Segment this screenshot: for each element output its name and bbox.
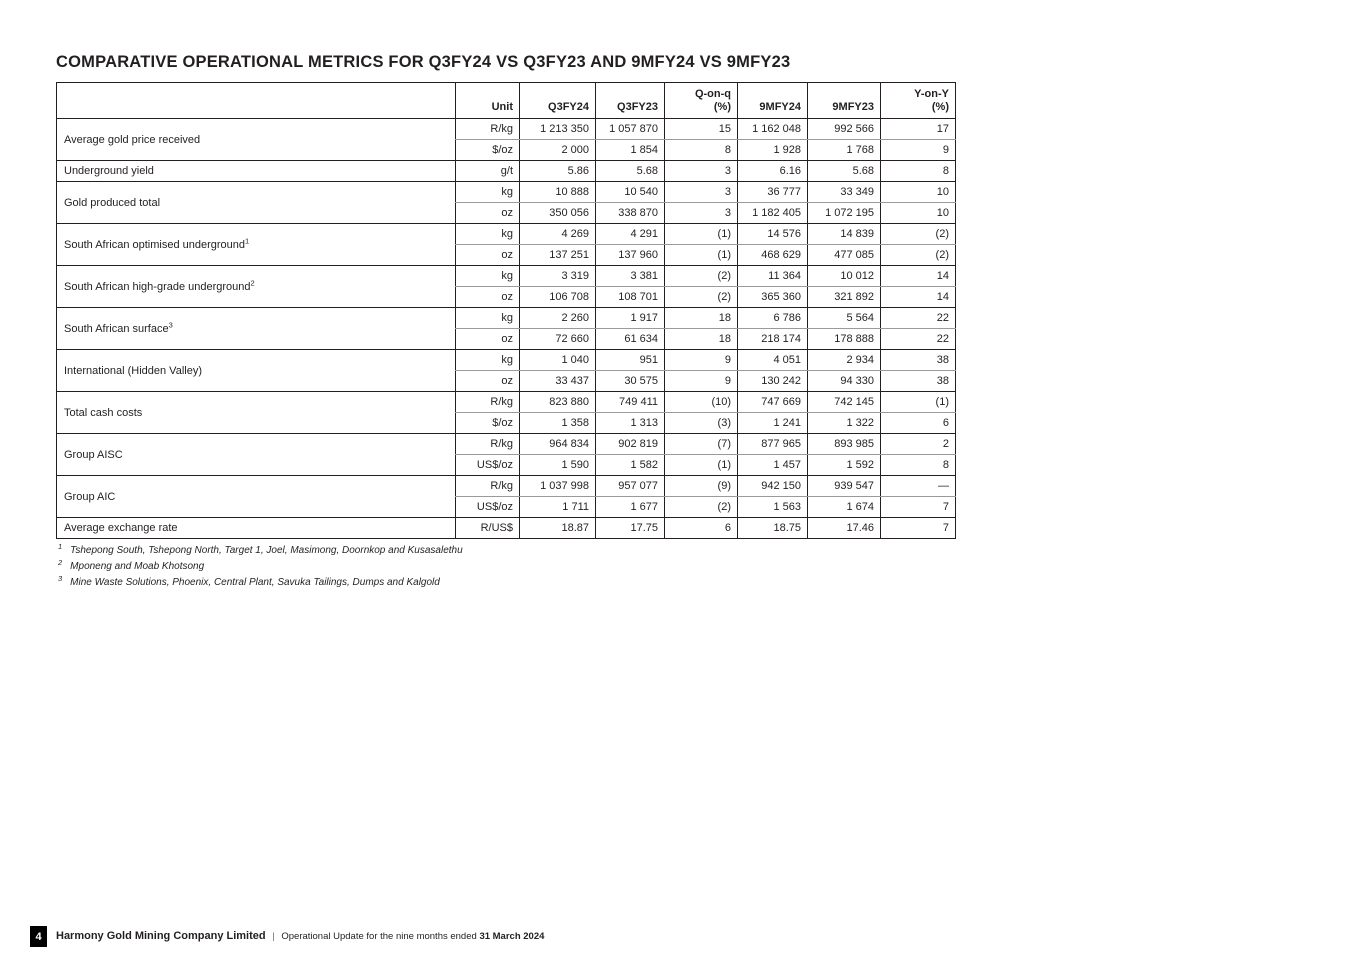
- value-cell: 10 888: [520, 182, 596, 203]
- value-cell: (1): [881, 392, 956, 413]
- metric-label: International (Hidden Valley): [57, 350, 456, 392]
- table-row: [57, 350, 956, 371]
- value-cell: 18.87: [520, 518, 596, 539]
- metric-label: South African high-grade underground$^2$: [57, 266, 456, 308]
- value-cell: 106 708: [520, 287, 596, 308]
- unit-cell: kg: [456, 350, 520, 371]
- value-cell: 7: [881, 497, 956, 518]
- footnote: [58, 573, 463, 588]
- value-cell: 5.68: [808, 161, 881, 182]
- value-cell: 5 564: [808, 308, 881, 329]
- value-cell: 902 819: [596, 434, 665, 455]
- value-cell: 14: [881, 287, 956, 308]
- value-cell: 1 072 195: [808, 203, 881, 224]
- metric-label: Group AISC: [57, 434, 456, 476]
- footer-separator: |: [272, 931, 275, 942]
- value-cell: 2 000: [520, 140, 596, 161]
- value-cell: 1 582: [596, 455, 665, 476]
- metric-label: South African surface$^3$: [57, 308, 456, 350]
- value-cell: 7: [881, 518, 956, 539]
- value-cell: 893 985: [808, 434, 881, 455]
- footnote-text: Mponeng and Moab Khotsong: [70, 561, 205, 572]
- value-cell: 942 150: [738, 476, 808, 497]
- value-cell: 2 934: [808, 350, 881, 371]
- page-footer: [0, 926, 1365, 948]
- value-cell: 468 629: [738, 245, 808, 266]
- value-cell: 951: [596, 350, 665, 371]
- metric-label: Underground yield: [57, 161, 456, 182]
- footnote-text: Mine Waste Solutions, Phoenix, Central Plant, Savuka Tailings, Dumps and Kalgold: [70, 577, 440, 588]
- value-cell: 747 669: [738, 392, 808, 413]
- value-cell: (2): [881, 224, 956, 245]
- unit-cell: R/kg: [456, 392, 520, 413]
- value-cell: 3 319: [520, 266, 596, 287]
- page-title: COMPARATIVE OPERATIONAL METRICS FOR Q3FY24 VS Q3FY23 AND 9MFY24 VS 9MFY23: [56, 53, 791, 71]
- footnotes: [58, 541, 463, 593]
- value-cell: 1 182 405: [738, 203, 808, 224]
- value-cell: 33 437: [520, 371, 596, 392]
- value-cell: 17: [881, 119, 956, 140]
- value-cell: 36 777: [738, 182, 808, 203]
- value-cell: 742 145: [808, 392, 881, 413]
- value-cell: 94 330: [808, 371, 881, 392]
- table-row: [57, 392, 956, 413]
- value-cell: 1 322: [808, 413, 881, 434]
- table-row: [57, 119, 956, 140]
- value-cell: 15: [665, 119, 738, 140]
- metrics-table: [56, 82, 956, 539]
- empty-header-cell: [57, 83, 456, 119]
- value-cell: 5.86: [520, 161, 596, 182]
- value-cell: (10): [665, 392, 738, 413]
- unit-cell: R/US$: [456, 518, 520, 539]
- value-cell: 1 037 998: [520, 476, 596, 497]
- unit-cell: kg: [456, 308, 520, 329]
- value-cell: 22: [881, 308, 956, 329]
- value-cell: 823 880: [520, 392, 596, 413]
- value-cell: 14: [881, 266, 956, 287]
- column-header-9mfy23: 9MFY23: [808, 83, 881, 119]
- value-cell: 10: [881, 203, 956, 224]
- value-cell: 14 839: [808, 224, 881, 245]
- unit-cell: oz: [456, 245, 520, 266]
- footnote-ref: 2: [250, 277, 255, 287]
- unit-cell: $/oz: [456, 413, 520, 434]
- value-cell: 964 834: [520, 434, 596, 455]
- unit-cell: kg: [456, 224, 520, 245]
- value-cell: 17.46: [808, 518, 881, 539]
- value-cell: 1 590: [520, 455, 596, 476]
- footnote-number: 3: [58, 573, 63, 583]
- value-cell: 957 077: [596, 476, 665, 497]
- value-cell: 1 563: [738, 497, 808, 518]
- metric-label: Gold produced total: [57, 182, 456, 224]
- value-cell: 477 085: [808, 245, 881, 266]
- value-cell: 17.75: [596, 518, 665, 539]
- value-cell: 1 241: [738, 413, 808, 434]
- value-cell: 178 888: [808, 329, 881, 350]
- footnote-text: Tshepong South, Tshepong North, Target 1, Joel, Masimong, Doornkop and Kusasalethu: [70, 545, 463, 556]
- value-cell: 1 162 048: [738, 119, 808, 140]
- value-cell: (2): [665, 497, 738, 518]
- unit-cell: R/kg: [456, 476, 520, 497]
- value-cell: 9: [665, 350, 738, 371]
- footnote-number: 1: [58, 541, 63, 551]
- value-cell: (7): [665, 434, 738, 455]
- value-cell: 1 711: [520, 497, 596, 518]
- value-cell: 2 260: [520, 308, 596, 329]
- table-row: [57, 224, 956, 245]
- value-cell: 321 892: [808, 287, 881, 308]
- value-cell: 30 575: [596, 371, 665, 392]
- value-cell: 9: [881, 140, 956, 161]
- column-header-q3fy24: Q3FY24: [520, 83, 596, 119]
- value-cell: 8: [881, 455, 956, 476]
- unit-cell: oz: [456, 203, 520, 224]
- value-cell: 1 917: [596, 308, 665, 329]
- unit-cell: R/kg: [456, 119, 520, 140]
- metrics-table-header-row: [57, 83, 956, 119]
- value-cell: 38: [881, 350, 956, 371]
- unit-cell: kg: [456, 266, 520, 287]
- value-cell: 1 457: [738, 455, 808, 476]
- value-cell: 350 056: [520, 203, 596, 224]
- value-cell: 18: [665, 308, 738, 329]
- value-cell: (1): [665, 224, 738, 245]
- value-cell: 1 854: [596, 140, 665, 161]
- value-cell: 218 174: [738, 329, 808, 350]
- value-cell: 1 040: [520, 350, 596, 371]
- table-row: [57, 308, 956, 329]
- column-header-unit: Unit: [456, 83, 520, 119]
- value-cell: 1 213 350: [520, 119, 596, 140]
- unit-cell: oz: [456, 287, 520, 308]
- value-cell: 18: [665, 329, 738, 350]
- unit-cell: g/t: [456, 161, 520, 182]
- table-row: [57, 266, 956, 287]
- value-cell: 877 965: [738, 434, 808, 455]
- value-cell: 6: [881, 413, 956, 434]
- value-cell: 22: [881, 329, 956, 350]
- metric-label: Group AIC: [57, 476, 456, 518]
- value-cell: 137 960: [596, 245, 665, 266]
- footnote-number: 2: [58, 557, 63, 567]
- value-cell: 10 012: [808, 266, 881, 287]
- footnote-ref: 1: [245, 235, 250, 245]
- value-cell: 2: [881, 434, 956, 455]
- unit-cell: US$/oz: [456, 455, 520, 476]
- value-cell: 130 242: [738, 371, 808, 392]
- column-header-q-on-q: Q-on-q (%): [665, 83, 738, 119]
- value-cell: 33 349: [808, 182, 881, 203]
- value-cell: 992 566: [808, 119, 881, 140]
- table-row: [57, 161, 956, 182]
- value-cell: 6: [665, 518, 738, 539]
- value-cell: 1 592: [808, 455, 881, 476]
- value-cell: 18.75: [738, 518, 808, 539]
- value-cell: 365 360: [738, 287, 808, 308]
- value-cell: 72 660: [520, 329, 596, 350]
- column-header-y-on-y: Y-on-Y (%): [881, 83, 956, 119]
- value-cell: (3): [665, 413, 738, 434]
- value-cell: 5.68: [596, 161, 665, 182]
- value-cell: 1 313: [596, 413, 665, 434]
- value-cell: 3: [665, 182, 738, 203]
- value-cell: 6 786: [738, 308, 808, 329]
- value-cell: 10 540: [596, 182, 665, 203]
- unit-cell: oz: [456, 371, 520, 392]
- value-cell: 3: [665, 161, 738, 182]
- value-cell: 137 251: [520, 245, 596, 266]
- value-cell: 38: [881, 371, 956, 392]
- value-cell: 3: [665, 203, 738, 224]
- value-cell: (1): [665, 245, 738, 266]
- value-cell: 4 291: [596, 224, 665, 245]
- value-cell: 338 870: [596, 203, 665, 224]
- table-row: [57, 476, 956, 497]
- value-cell: —: [881, 476, 956, 497]
- value-cell: 3 381: [596, 266, 665, 287]
- value-cell: 4 269: [520, 224, 596, 245]
- value-cell: 6.16: [738, 161, 808, 182]
- metrics-table-head: [57, 83, 956, 119]
- footnote-ref: 3: [168, 319, 173, 329]
- value-cell: 8: [665, 140, 738, 161]
- value-cell: 939 547: [808, 476, 881, 497]
- value-cell: 10: [881, 182, 956, 203]
- value-cell: (1): [665, 455, 738, 476]
- metric-label: Average gold price received: [57, 119, 456, 161]
- unit-cell: kg: [456, 182, 520, 203]
- footer-text: [56, 930, 544, 942]
- unit-cell: $/oz: [456, 140, 520, 161]
- value-cell: 11 364: [738, 266, 808, 287]
- column-header-9mfy24: 9MFY24: [738, 83, 808, 119]
- value-cell: (2): [665, 266, 738, 287]
- value-cell: (9): [665, 476, 738, 497]
- value-cell: (2): [881, 245, 956, 266]
- unit-cell: oz: [456, 329, 520, 350]
- value-cell: 108 701: [596, 287, 665, 308]
- page-number-badge: 4: [30, 926, 47, 947]
- value-cell: 1 057 870: [596, 119, 665, 140]
- table-row: [57, 434, 956, 455]
- unit-cell: US$/oz: [456, 497, 520, 518]
- value-cell: 8: [881, 161, 956, 182]
- company-name: Harmony Gold Mining Company Limited: [56, 930, 266, 942]
- footnote: [58, 541, 463, 556]
- metric-label: Total cash costs: [57, 392, 456, 434]
- table-row: [57, 518, 956, 539]
- column-header-q3fy23: Q3FY23: [596, 83, 665, 119]
- unit-cell: R/kg: [456, 434, 520, 455]
- metric-label: South African optimised underground$^1$: [57, 224, 456, 266]
- value-cell: 14 576: [738, 224, 808, 245]
- footer-update-text: Operational Update for the nine months ended: [281, 931, 477, 942]
- value-cell: 749 411: [596, 392, 665, 413]
- footer-date: 31 March 2024: [479, 931, 545, 942]
- value-cell: 61 634: [596, 329, 665, 350]
- value-cell: 4 051: [738, 350, 808, 371]
- value-cell: 1 768: [808, 140, 881, 161]
- value-cell: 1 674: [808, 497, 881, 518]
- value-cell: 9: [665, 371, 738, 392]
- value-cell: 1 677: [596, 497, 665, 518]
- metrics-table-body: [57, 119, 956, 539]
- footnote: [58, 557, 463, 572]
- table-row: [57, 182, 956, 203]
- value-cell: (2): [665, 287, 738, 308]
- value-cell: 1 358: [520, 413, 596, 434]
- metric-label: Average exchange rate: [57, 518, 456, 539]
- value-cell: 1 928: [738, 140, 808, 161]
